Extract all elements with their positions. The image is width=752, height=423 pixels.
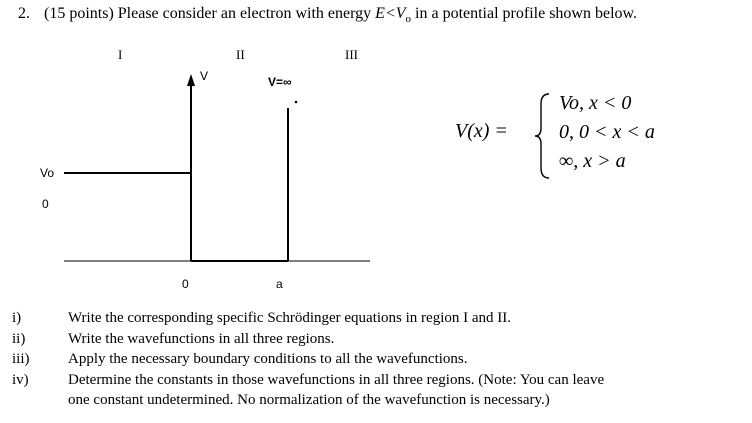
formula-case-3: ∞, x > a [559, 150, 626, 172]
question-label: i) [12, 310, 22, 326]
vo-label: Vo [40, 166, 55, 180]
question-label: ii) [12, 330, 26, 347]
question-label: iii) [12, 351, 30, 367]
energy-subscript: o [405, 13, 412, 26]
region-label-1: I [118, 47, 123, 62]
question-text: Write the corresponding specific Schrödinger equations in region I and II. [68, 310, 512, 326]
x-a-label: a [276, 277, 283, 291]
zero-energy-label: 0 [42, 197, 49, 211]
region-label-2: II [236, 47, 245, 62]
header-text-after: in a potential profile shown below. [411, 5, 638, 22]
infinite-potential-label: V=∞ [268, 75, 292, 89]
question-label: iv) [12, 371, 29, 388]
formula-lhs: V(x) = [455, 120, 508, 142]
question-text: one constant undetermined. No normalization of the wavefunction is necessary.) [68, 392, 550, 408]
problem-number: 2. [18, 5, 30, 22]
formula-case-2: 0, 0 < x < a [559, 121, 655, 143]
x-zero-label: 0 [182, 277, 189, 291]
energy-variable: E<V [375, 5, 406, 22]
question-text: Write the wavefunctions in all three regions. [68, 330, 335, 347]
header-text-before: (15 points) Please consider an electron with energy [44, 5, 376, 22]
v-axis-arrowhead [187, 74, 195, 86]
v-axis-label: V [200, 69, 209, 83]
question-text: Apply the necessary boundary conditions to all the wavefunctions. [68, 351, 468, 367]
formula-case-1: Vo, x < 0 [559, 92, 632, 114]
question-text: Determine the constants in those wavefunctions in all three regions. (Note: You can leave [68, 371, 605, 388]
formula-brace [533, 92, 553, 180]
infinite-wall-dot [295, 101, 298, 104]
region-label-3: III [345, 47, 358, 62]
